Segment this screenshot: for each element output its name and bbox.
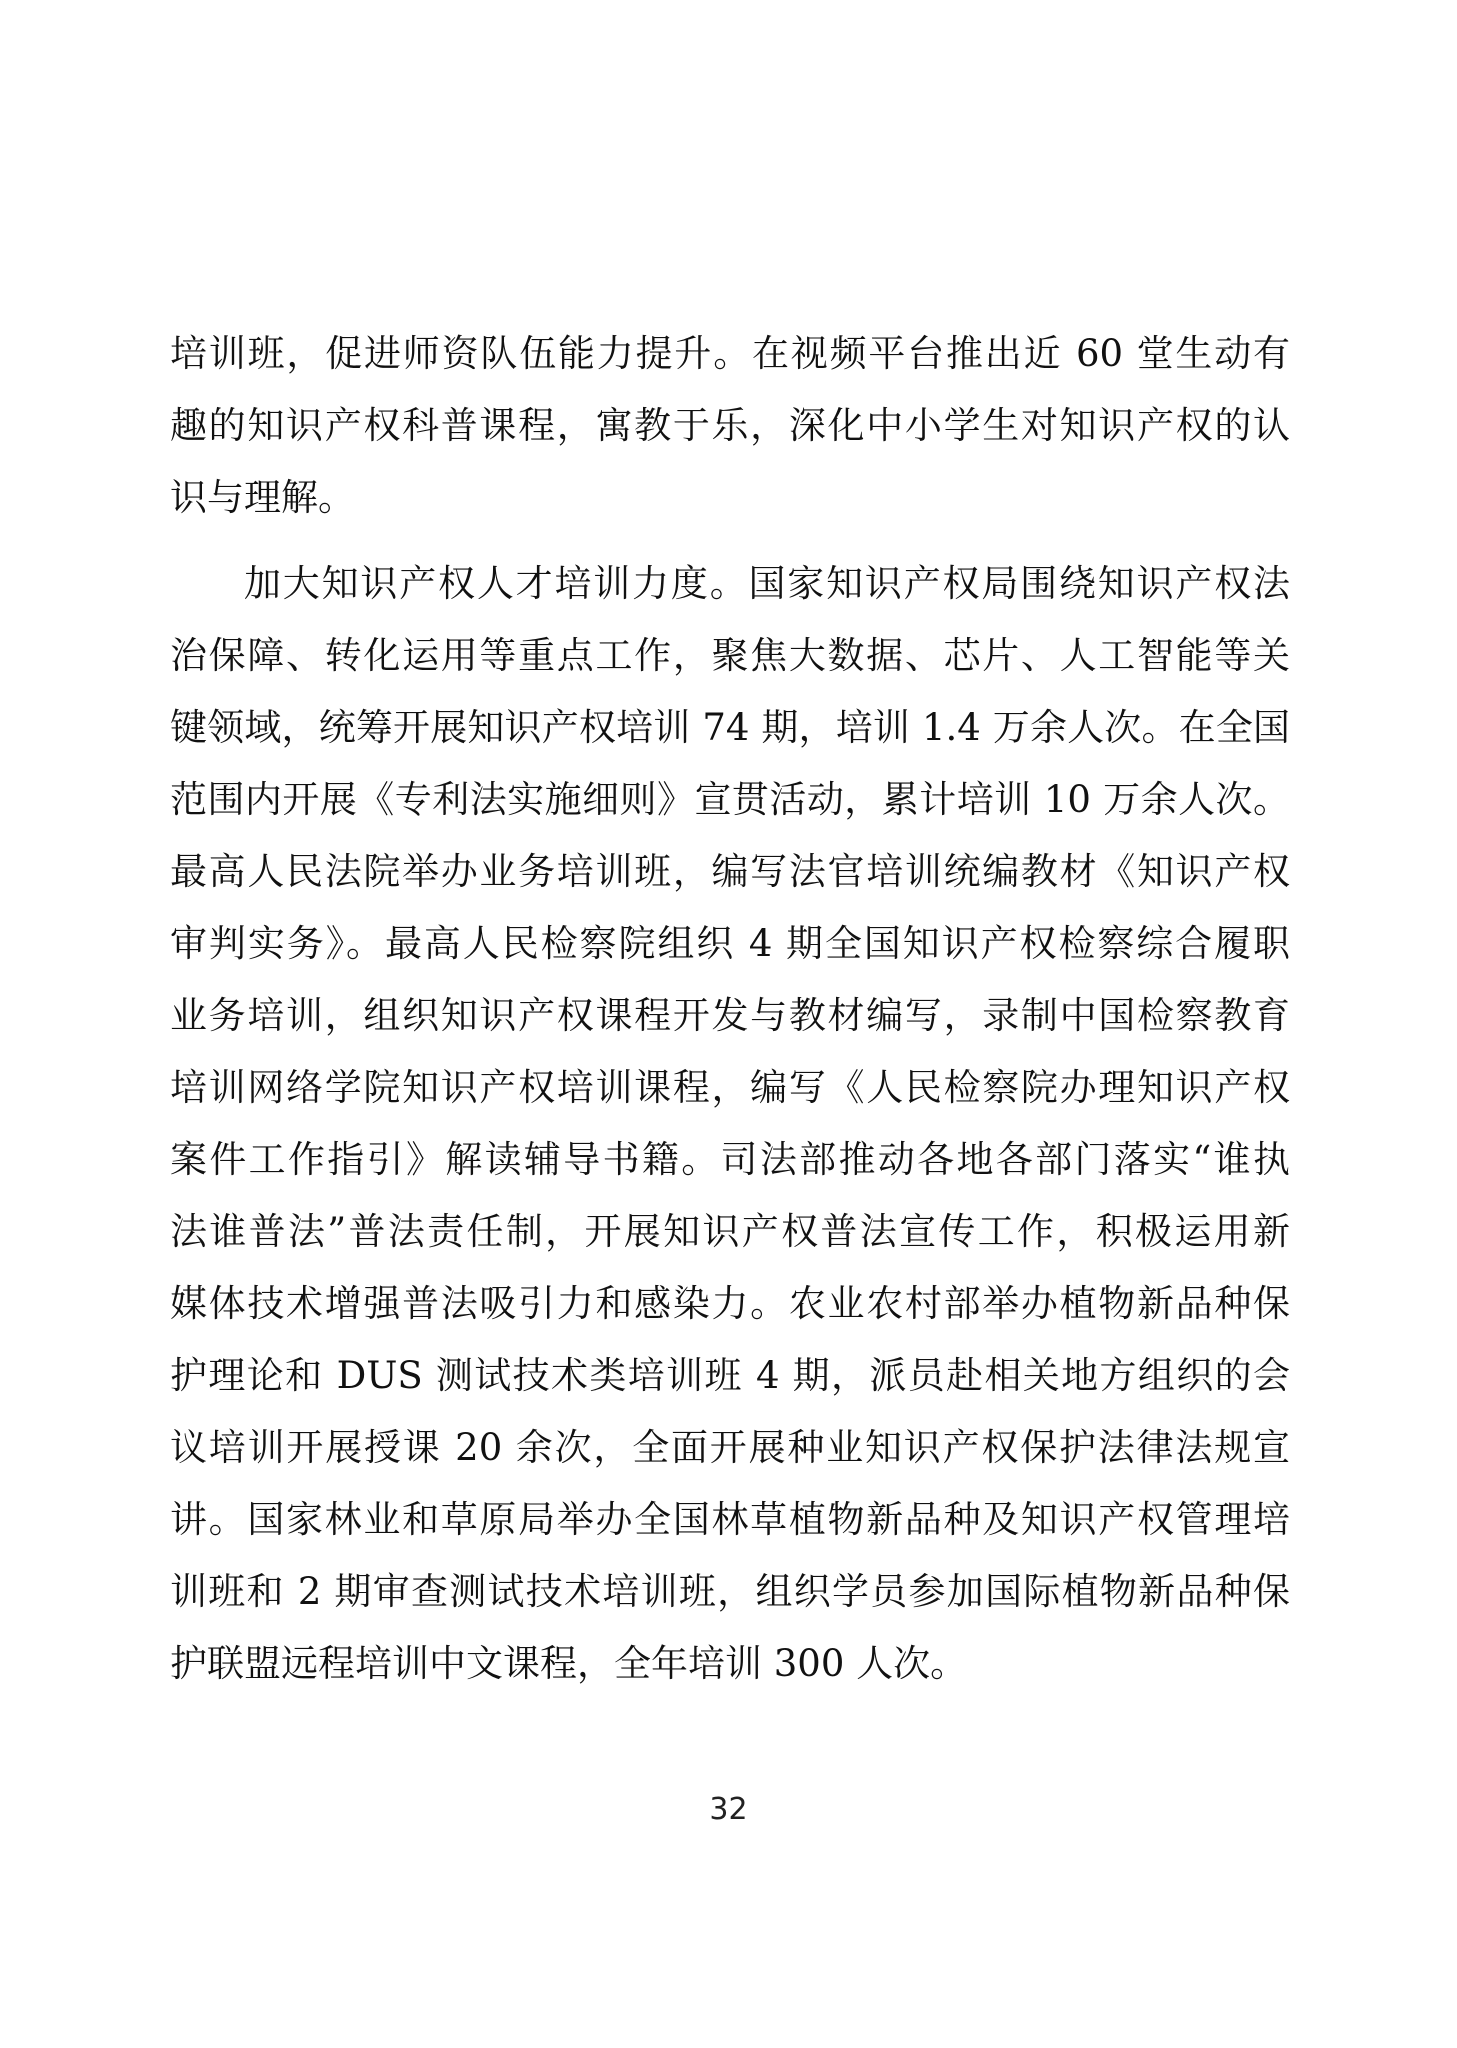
text-line: 审判实务》。最高人民检察院组织 4 期全国知识产权检察综合履职 (170, 922, 1290, 965)
text-line: 培训网络学院知识产权培训课程，编写《人民检察院办理知识产权 (170, 1066, 1290, 1109)
text-line: 识与理解。 (170, 476, 355, 519)
text-line: 最高人民法院举办业务培训班，编写法官培训统编教材《知识产权 (170, 850, 1290, 893)
text-line: 议培训开展授课 20 余次，全面开展种业知识产权保护法律法规宣 (170, 1426, 1290, 1469)
text-line: 范围内开展《专利法实施细则》宣贯活动，累计培训 10 万余人次。 (170, 778, 1290, 821)
text-line: 治保障、转化运用等重点工作，聚焦大数据、芯片、人工智能等关 (170, 634, 1290, 677)
body-text (170, 318, 1290, 1700)
text-line: 加大知识产权人才培训力度。国家知识产权局围绕知识产权法 (244, 562, 1290, 605)
text-line: 媒体技术增强普法吸引力和感染力。农业农村部举办植物新品种保 (170, 1282, 1290, 1325)
text-line: 法谁普法”普法责任制，开展知识产权普法宣传工作，积极运用新 (170, 1210, 1290, 1253)
text-line: 护联盟远程培训中文课程，全年培训 300 人次。 (170, 1642, 968, 1685)
paragraph-1 (170, 318, 1290, 534)
page-number: 32 (709, 1792, 748, 1827)
paragraph-spacer (170, 534, 1290, 548)
text-line: 培训班，促进师资队伍能力提升。在视频平台推出近 60 堂生动有 (170, 332, 1290, 375)
text-line: 业务培训，组织知识产权课程开发与教材编写，录制中国检察教育 (170, 994, 1290, 1037)
text-line: 护理论和 DUS 测试技术类培训班 4 期，派员赴相关地方组织的会 (170, 1354, 1290, 1397)
text-line: 讲。国家林业和草原局举办全国林草植物新品种及知识产权管理培 (170, 1498, 1290, 1541)
paragraph-2 (170, 548, 1290, 1700)
text-line: 案件工作指引》解读辅导书籍。司法部推动各地各部门落实“谁执 (170, 1138, 1290, 1181)
text-line: 训班和 2 期审查测试技术培训班，组织学员参加国际植物新品种保 (170, 1570, 1290, 1613)
text-line: 趣的知识产权科普课程，寓教于乐，深化中小学生对知识产权的认 (170, 404, 1290, 447)
text-line: 键领域，统筹开展知识产权培训 74 期，培训 1.4 万余人次。在全国 (170, 706, 1290, 749)
